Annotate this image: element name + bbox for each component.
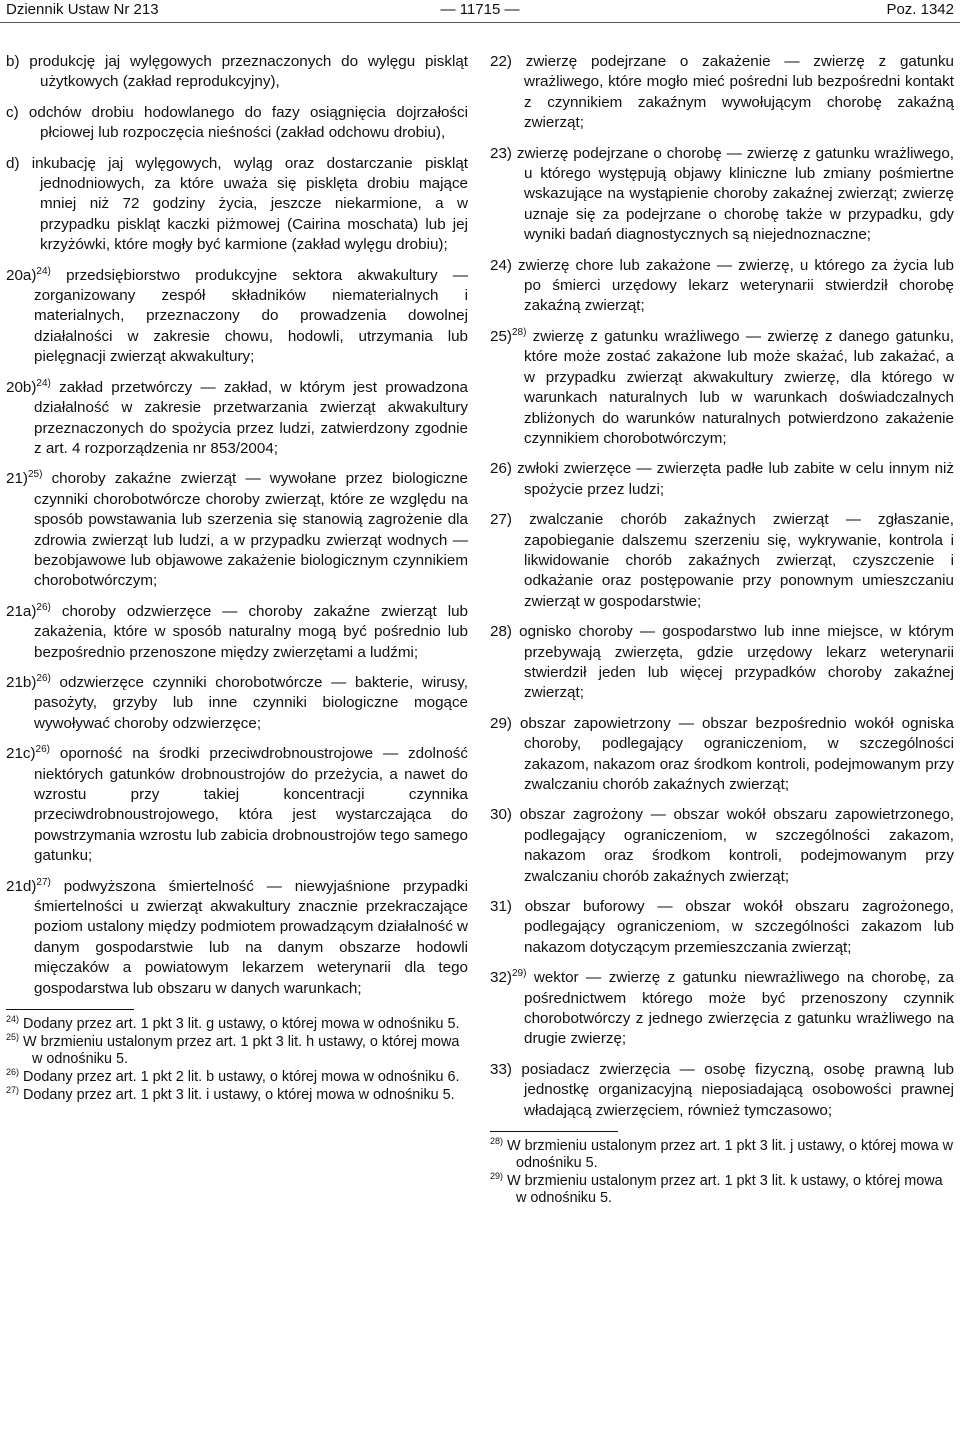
page-header	[0, 0, 960, 23]
item-25	[490, 327, 954, 449]
item-28: 28) ognisko choroby — gospodarstwo lub inne miejsce, w którym przebywają zwierzęta, gdzie urzędowy lekarz weterynarii stwierdził jeden lub więcej przypadków choroby zakaźnej zwierząt;	[490, 623, 954, 702]
footnote-number: 25)	[6, 1032, 20, 1043]
footnote-ref: 26)	[36, 601, 51, 613]
item-number: 20b)	[6, 378, 37, 396]
footnote-ref: 24)	[36, 377, 51, 389]
footnote-ref: 28)	[511, 326, 527, 338]
item-27: 27) zwalczanie chorób zakaźnych zwierząt — zgłaszanie, zapobieganie dalszemu szerzeniu się, wykrywanie, kontrola i likwidowanie chorób zakaźnych zwierząt, czyszczenie i odkażanie oraz postępowanie przy ponownym umieszczaniu zwierząt w gospodarstwie;	[490, 511, 954, 610]
footnote-divider	[6, 1009, 134, 1010]
item-21a	[6, 602, 468, 663]
item-b: b) produkcję jaj wylęgowych przeznaczonych do wylęgu piskląt użytkowych (zakład reprodukcyjny),	[6, 53, 468, 91]
item-text: podwyższona śmiertelność — niewyjaśnione przypadki śmiertelności u zwierząt akwakultury znacznie przekraczające poziom ustalony między podmiotem prowadzącym działalność w danym gospodarstwie lub na danym obszarze hodowli mięczaków a powiatowym lekarzem weterynarii dla tego gospodarstwa lub obszaru w danych warunkach;	[34, 877, 468, 997]
footnote-ref: 26)	[35, 744, 50, 756]
item-number: 21b)	[6, 673, 37, 691]
left-column	[6, 52, 468, 1105]
item-31: 31) obszar buforowy — obszar wokół obszaru zagrożonego, podlegający ograniczeniom, w szczególności zakazom lub nakazom dotyczącym przemieszczania zwierząt;	[490, 898, 954, 956]
item-21d	[6, 877, 468, 999]
footnote-text: Dodany przez art. 1 pkt 3 lit. g ustawy, o której mowa w odnośniku 5.	[19, 1016, 460, 1033]
item-text: zakład przetwórczy — zakład, w którym jest prowadzona działalność w zakresie przetwarzania zwierząt akwakultury przeznaczonych do spożycia przez ludzi, zatwierdzony zgodnie z art. 4 rozporządzenia nr 853/2004;	[34, 378, 468, 457]
page-number: — 11715 —	[440, 1, 520, 18]
item-number: 21a)	[6, 602, 37, 620]
item-22: 22) zwierzę podejrzane o zakażenie — zwierzę z gatunku wrażliwego, które mogło mieć pośredni lub bezpośredni kontakt z czynnikiem zakaźnym wywołującym chorobę zakaźną zwierząt;	[490, 53, 954, 132]
footnote-text: Dodany przez art. 1 pkt 2 lit. b ustawy, o której mowa w odnośniku 6.	[19, 1069, 460, 1086]
item-23: 23) zwierzę podejrzane o chorobę — zwierzę z gatunku wrażliwego, u którego występują objawy kliniczne lub zmiany pośmiertne wskazujące na wystąpienie choroby zakaźnej zwierząt; zwierzę uznaje się za podejrzane o chorobę także w przypadku, gdy wyniki badań diagnostycznych są niejednoznaczne;	[490, 144, 954, 244]
item-30: 30) obszar zagrożony — obszar wokół obszaru zapowietrzonego, podlegający ograniczeniom, w szczególności zakazom, nakazom oraz środkom kontroli, podejmowanym przy zwalczaniu chorób zakaźnych zwierząt;	[490, 806, 954, 885]
position-number: Poz. 1342	[886, 1, 954, 18]
right-column	[490, 52, 954, 1208]
item-text: choroby odzwierzęce — choroby zakaźne zwierząt lub zakażenia, które w sposób naturalny mogą być pośrednio lub bezpośrednio przenoszone między zwierzętami a ludźmi;	[34, 602, 468, 661]
footnote-number: 24)	[6, 1014, 20, 1025]
item-text: oporność na środki przeciwdrobnoustrojowe — zdolność niektórych gatunków drobnoustrojów do przeżycia, a nawet do wzrostu przy takiej koncentracji czynnika przeciwdrobnoustrojowego, która jest wystarczająca do powstrzymania wzrostu lub zabicia drobnoustrojów tego samego gatunku;	[34, 745, 468, 865]
item-text: zwierzę z gatunku wrażliwego — zwierzę z danego gatunku, które może zostać zakażone lub może skażać, lub zakażać, a w przypadku zwierząt akwakultury zwierzę, dla którego w warunkach naturalnych lub w warunkach doświadczalnych zbliżonych do warunków naturalnych potwierdzono zakażenie czynnikiem chorobotwórczym;	[524, 327, 954, 447]
footnote-29	[490, 1173, 954, 1207]
footnote-number: 28)	[490, 1136, 504, 1147]
item-c: c) odchów drobiu hodowlanego do fazy osiągnięcia dojrzałości płciowej lub rozpoczęcia nieśności (zakład odchowu drobiu),	[6, 103, 468, 142]
footnote-number: 29)	[490, 1171, 504, 1182]
item-20b	[6, 378, 468, 460]
footnote-ref: 27)	[36, 876, 51, 888]
journal-title: Dziennik Ustaw Nr 213	[6, 1, 159, 18]
footnote-text: W brzmieniu ustalonym przez art. 1 pkt 3 lit. k ustawy, o której mowa w odnośniku 5.	[503, 1173, 943, 1207]
item-number: 21c)	[6, 745, 36, 763]
footnote-27	[6, 1087, 468, 1104]
item-text: wektor — zwierzę z gatunku niewrażliwego na chorobę, za pośrednictwem którego może być przenoszony czynnik chorobotwórczy z jednego zwierzęcia z gatunku wrażliwego na drugie zwierzę;	[524, 969, 954, 1048]
item-number: 32)	[490, 969, 512, 987]
item-24: 24) zwierzę chore lub zakażone — zwierzę, u którego za życia lub po śmierci urzędowy lekarz weterynarii stwierdził chorobę zakaźną zwierząt;	[490, 256, 954, 315]
item-21c	[6, 744, 468, 866]
footnote-ref: 29)	[511, 968, 527, 980]
footnote-ref: 24)	[36, 265, 51, 277]
footnote-24	[6, 1016, 468, 1033]
footnote-26	[6, 1069, 468, 1086]
item-number: 20a)	[6, 266, 37, 284]
item-32	[490, 968, 954, 1050]
footnote-ref: 26)	[36, 672, 51, 684]
item-text: przedsiębiorstwo produkcyjne sektora akwakultury — zorganizowany zespół składników niematerialnych i materialnych, przeznaczony do prowadzenia dowolnej działalności w zakresie chowu, hodowli, utrzymania lub pielęgnacji zwierząt akwakultury;	[34, 266, 468, 366]
item-number: 21d)	[6, 877, 37, 895]
item-26: 26) zwłoki zwierzęce — zwierzęta padłe lub zabite w celu innym niż spożycie przez ludzi;	[490, 460, 954, 498]
footnote-divider	[490, 1131, 618, 1132]
footnote-25	[6, 1034, 468, 1068]
item-21	[6, 469, 468, 591]
footnote-ref: 25)	[27, 469, 43, 481]
footnote-text: W brzmieniu ustalonym przez art. 1 pkt 3 lit. h ustawy, o której mowa w odnośniku 5.	[19, 1034, 460, 1068]
item-text: choroby zakaźne zwierząt — wywołane przez biologiczne czynniki chorobotwórcze choroby zwierząt, które ze względu na sposób powstawania lub szerzenia się stanowią zagrożenie dla zdrowia zwierząt lub ludzi, a w przypadku zwierząt wodnych — bezobjawowe lub objawowe zakażenie biologicznym czynnikiem chorobotwórczym;	[34, 470, 468, 590]
item-21b	[6, 673, 468, 734]
footnote-28	[490, 1138, 954, 1172]
footnote-text: W brzmieniu ustalonym przez art. 1 pkt 3 lit. j ustawy, o której mowa w odnośniku 5.	[503, 1138, 954, 1172]
item-number: 25)	[490, 327, 512, 345]
item-d: d) inkubację jaj wylęgowych, wyląg oraz dostarczanie piskląt jednodniowych, za które uważa się pisklęta drobiu mające mniej niż 72 godziny życia, jeszcze niekarmione, a w przypadku piskląt kaczki piżmowej (Cairina moschata) lub jej krzyżówki, które mogły być karmione (zakład wylęgu drobiu);	[6, 154, 468, 254]
item-text: odzwierzęce czynniki chorobotwórcze — bakterie, wirusy, pasożyty, grzyby lub inne czynniki biologiczne mogące wywoływać choroby odzwierzęce;	[34, 673, 468, 732]
footnote-number: 27)	[6, 1085, 20, 1096]
item-20a	[6, 266, 468, 368]
footnote-number: 26)	[6, 1067, 20, 1078]
item-number: 21)	[6, 470, 28, 488]
item-29: 29) obszar zapowietrzony — obszar bezpośrednio wokół ogniska choroby, podlegający ograniczeniom, w szczególności zakazom, nakazom oraz środkom kontroli, podejmowanym przy zwalczaniu chorób zakaźnych zwierząt;	[490, 714, 954, 793]
footnote-text: Dodany przez art. 1 pkt 3 lit. i ustawy, o której mowa w odnośniku 5.	[19, 1087, 455, 1104]
item-33: 33) posiadacz zwierzęcia — osobę fizyczną, osobę prawną lub jednostkę organizacyjną nieposiadającą osobowości prawnej władającą zwierzęciem, również tymczasowo;	[490, 1060, 954, 1119]
